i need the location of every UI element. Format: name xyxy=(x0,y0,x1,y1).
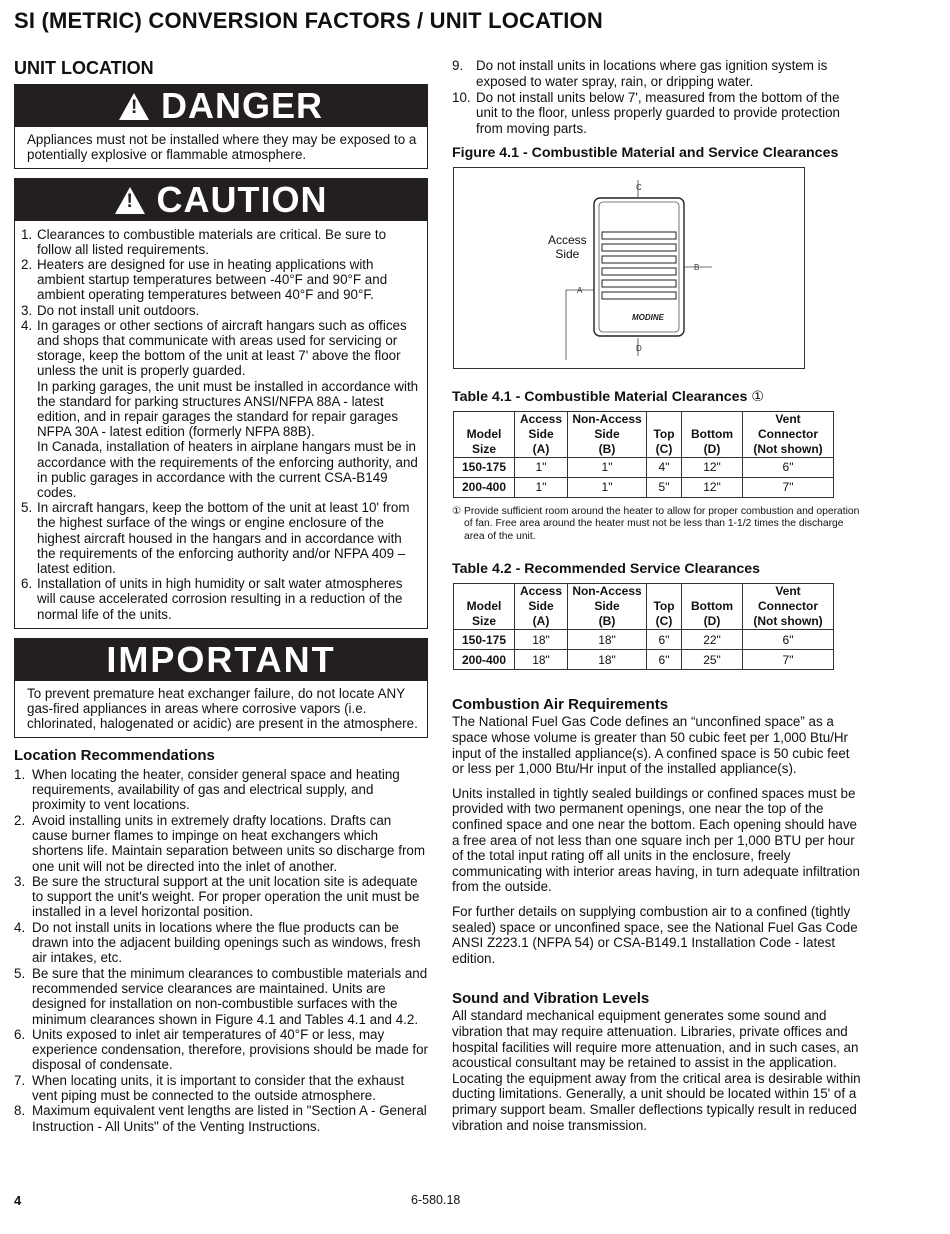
figure-title: Figure 4.1 - Combustible Material and Service Clearances xyxy=(452,144,839,161)
item-text: When locating units, it is important to consider that the exhaust vent piping must be connected to the outside atmosphere. xyxy=(32,1072,405,1103)
item-number: 3. xyxy=(14,873,26,889)
list-item xyxy=(14,920,428,966)
item-number: 5. xyxy=(21,500,33,516)
label-a: A xyxy=(577,285,583,295)
item-text: Avoid installing units in extremely drafty locations. Drafts can cause burner flames to impinge on heat exchangers which shortens life. Maintain separation between units so discharge from one unit will not be directed into the inlet of another. xyxy=(32,812,426,874)
column-header: Model Size xyxy=(454,584,515,630)
service-clearances-table xyxy=(453,583,834,670)
page-title: SI (METRIC) CONVERSION FACTORS / UNIT LOCATION xyxy=(14,8,603,33)
left-column xyxy=(14,58,428,1134)
combustion-paragraphs xyxy=(452,714,862,966)
unit-location-heading: UNIT LOCATION xyxy=(14,58,154,78)
list-item xyxy=(14,966,428,1027)
item-number: 1. xyxy=(14,766,26,782)
list-item xyxy=(14,1027,428,1073)
table1-heading xyxy=(452,389,862,405)
document-number: 6-580.18 xyxy=(411,1193,461,1207)
table-row xyxy=(454,650,834,670)
warning-triangle-icon: ! xyxy=(119,93,149,120)
sound-heading: Sound and Vibration Levels xyxy=(452,990,650,1008)
combustion-paragraph: The National Fuel Gas Code defines an “unconfined space” as a space whose volume is greater than 50 cubic feet per 1,000 Btu/Hr input of the installed appliance(s). A confined space is 50 cubic feet or less per 1,000 Btu/Hr input of the installed appliance(s). xyxy=(452,714,850,777)
list-item xyxy=(21,318,421,500)
label-c: C xyxy=(636,182,642,192)
column-header: Model Size xyxy=(454,411,515,457)
important-text: To prevent premature heat exchanger failure, do not locate ANY gas-fired appliances in areas where corrosive vapors (i.e. chlorinated, halogenated or acidic) are present in the atmosphere. xyxy=(27,685,418,732)
table-cell: 200-400 xyxy=(454,477,515,497)
column-header: Non-Access Side (B) xyxy=(568,584,647,630)
table2-title: Table 4.2 - Recommended Service Clearances xyxy=(452,561,761,578)
item-text: Units exposed to inlet air temperatures of 40°F or less, may experience condensation, therefore, provisions should be made for disposal of condensate. xyxy=(32,1026,429,1073)
list-item xyxy=(21,227,421,257)
combustion-paragraph: Units installed in tightly sealed buildings or confined spaces must be provided with two permanent openings, one near the top of the confined space and one near the bottom. Each opening should have a free area of not less than one square inch per 1,000 BTU per hour of the total input rating off all units in the enclosure, freely communicating with interior areas having, in turn adequate infiltration from the outside. xyxy=(452,785,860,895)
list-item xyxy=(21,257,421,303)
table1-footnote xyxy=(452,506,862,544)
warning-triangle-icon: ! xyxy=(115,187,145,214)
item-number: 10. xyxy=(452,89,471,105)
table-cell: 6" xyxy=(743,457,834,477)
table-cell: 1" xyxy=(568,457,647,477)
caution-banner xyxy=(15,179,427,221)
table-cell: 5" xyxy=(647,477,682,497)
item-number: 4. xyxy=(14,919,26,935)
danger-text: Appliances must not be installed where they may be exposed to a potentially explosive or flammable atmosphere. xyxy=(27,132,417,163)
location-recommendations-list xyxy=(14,767,428,1134)
important-box xyxy=(14,638,428,738)
item-text: Do not install unit outdoors. xyxy=(37,302,200,318)
table-cell: 12" xyxy=(682,477,743,497)
table-row xyxy=(454,477,834,497)
access-side-label: Access Side xyxy=(548,232,587,261)
list-item xyxy=(14,1103,428,1134)
danger-label: DANGER xyxy=(160,85,323,126)
table-cell: 18" xyxy=(515,630,568,650)
table-cell: 200-400 xyxy=(454,650,515,670)
item-text: In garages or other sections of aircraft hangars such as offices and shops that communicate with areas used for servicing or storage, keep the bottom of the unit at least 7' above the floor unless the unit is properly guarded. xyxy=(37,317,407,379)
heater-diagram xyxy=(454,168,804,368)
table-cell: 7" xyxy=(743,477,834,497)
continued-list xyxy=(452,58,862,137)
item-text: Heaters are designed for use in heating applications with ambient startup temperatures between -40°F and 90°F and ambient operating temperatures between 40°F and 90°F. xyxy=(37,257,388,303)
table-header-row xyxy=(454,584,834,630)
list-item xyxy=(14,874,428,920)
table-row xyxy=(454,630,834,650)
column-header: Vent Connector (Not shown) xyxy=(743,584,834,630)
combustible-clearances-table xyxy=(453,411,834,498)
brand-logo-text: MODINE xyxy=(632,312,664,322)
table-cell: 18" xyxy=(568,630,647,650)
label-d: D xyxy=(636,343,642,353)
list-item xyxy=(14,1073,428,1104)
item-number: 2. xyxy=(14,812,26,828)
label-b: B xyxy=(694,262,700,272)
sound-paragraph: All standard mechanical equipment generates some sound and vibration that may require attenuation. Libraries, private offices and hospital facilities will require more attenuation, and in such cases, an acoustical consultant may be retained to assist in the application. Locating the equipment away from the critical area is desirable within ducting limitations. Generally, a unit should be located within 15' of a primary support beam. Smaller deflections typically result in reduced vibration and noise transmission. xyxy=(452,1008,861,1133)
page-number: 4 xyxy=(14,1193,22,1208)
table1-title: Table 4.1 - Combustible Material Clearances xyxy=(452,388,748,405)
table-cell: 22" xyxy=(682,630,743,650)
table-cell: 150-175 xyxy=(454,457,515,477)
item-number: 2. xyxy=(21,257,33,272)
list-item xyxy=(21,576,421,622)
column-header: Bottom (D) xyxy=(682,584,743,630)
table-cell: 18" xyxy=(568,650,647,670)
footnote-text: Provide sufficient room around the heater to allow for proper combustion and operation of fan. Free area around the heater must not be less than 1-1/2 times the discharge area of the unit. xyxy=(464,505,860,542)
table-cell: 18" xyxy=(515,650,568,670)
item-number: 8. xyxy=(14,1103,26,1119)
list-item xyxy=(21,303,421,318)
location-recommendations-heading: Location Recommendations xyxy=(14,746,215,764)
item-text: Be sure that the minimum clearances to combustible materials and recommended service clearances are maintained. Units are designed for installation on non-combustible surfaces with the minimum clearances shown in Figure 4.1 and Tables 4.1 and 4.2. xyxy=(32,965,428,1027)
item-number: 7. xyxy=(14,1072,26,1088)
table-cell: 7" xyxy=(743,650,834,670)
list-item xyxy=(452,58,862,90)
column-header: Access Side (A) xyxy=(515,411,568,457)
combustion-paragraph: For further details on supplying combustion air to a confined (tightly sealed) space or unconfined space, see the National Fuel Gas Code ANSI Z223.1 (NFPA 54) or CSA-B149.1 Installation Code - latest edition. xyxy=(452,904,858,966)
item-extra-text: In Canada, installation of heaters in airplane hangars must be in accordance with the requirements of the enforcing authority, and in public garages in accordance with the current CSA-B149 codes. xyxy=(37,439,418,501)
danger-banner xyxy=(15,85,427,127)
table-cell: 150-175 xyxy=(454,630,515,650)
column-header: Vent Connector (Not shown) xyxy=(743,411,834,457)
table-cell: 12" xyxy=(682,457,743,477)
item-number: 3. xyxy=(21,302,33,318)
table1-note-marker: ① xyxy=(751,388,765,405)
item-text: Do not install units in locations where gas ignition system is exposed to water spray, rain, or dripping water. xyxy=(476,58,828,89)
important-banner: IMPORTANT xyxy=(15,639,427,681)
table-row xyxy=(454,457,834,477)
item-text: Clearances to combustible materials are critical. Be sure to follow all listed requirements. xyxy=(37,226,387,257)
column-header: Top (C) xyxy=(647,584,682,630)
item-number: 6. xyxy=(14,1026,26,1042)
table-header-row xyxy=(454,411,834,457)
list-item xyxy=(452,90,862,137)
item-text: Do not install units below 7', measured from the bottom of the unit to the floor, unless properly guarded to provide protection from moving parts. xyxy=(476,89,841,137)
column-header: Top (C) xyxy=(647,411,682,457)
item-text: Be sure the structural support at the unit location site is adequate to support the unit's weight. For proper operation the unit must be installed in a level horizontal position. xyxy=(32,873,420,920)
right-column xyxy=(452,58,862,1142)
item-number: 6. xyxy=(21,576,33,592)
item-text: Installation of units in high humidity or salt water atmospheres will cause accelerated corrosion resulting in a reduction of the normal life of the units. xyxy=(37,576,403,622)
table-cell: 1" xyxy=(515,457,568,477)
table-cell: 1" xyxy=(568,477,647,497)
clearance-figure xyxy=(453,167,805,369)
caution-list xyxy=(15,221,427,628)
caution-label: CAUTION xyxy=(156,178,328,220)
combustion-heading: Combustion Air Requirements xyxy=(452,696,669,714)
item-number: 1. xyxy=(21,226,33,242)
table-cell: 6" xyxy=(647,650,682,670)
item-number: 5. xyxy=(14,965,26,981)
footnote-marker: ① xyxy=(452,505,462,517)
table-cell: 25" xyxy=(682,650,743,670)
item-text: Do not install units in locations where the flue products can be drawn into the adjacent building openings such as windows, fresh air intakes, etc. xyxy=(32,919,421,966)
column-header: Non-Access Side (B) xyxy=(568,411,647,457)
caution-box xyxy=(14,178,428,629)
item-number: 9. xyxy=(452,58,464,73)
item-text: When locating the heater, consider general space and heating requirements, availability of gas and electrical supply, and proximity to vent locations. xyxy=(32,766,400,813)
table-cell: 6" xyxy=(743,630,834,650)
column-header: Access Side (A) xyxy=(515,584,568,630)
item-text: Maximum equivalent vent lengths are listed in "Section A - General Instruction - All Units" of the Venting Instructions. xyxy=(32,1103,427,1134)
item-number: 4. xyxy=(21,317,33,333)
column-header: Bottom (D) xyxy=(682,411,743,457)
table-cell: 4" xyxy=(647,457,682,477)
table-cell: 1" xyxy=(515,477,568,497)
list-item xyxy=(21,500,421,576)
table-cell: 6" xyxy=(647,630,682,650)
item-extra-text: In parking garages, the unit must be installed in accordance with the standard for parking structures ANSI/NFPA 88A - latest edition, and in repair garages the standard for repair garages NFPA 30A - latest edition (formerly NFPA 88B). xyxy=(37,378,419,440)
list-item xyxy=(14,767,428,813)
danger-box xyxy=(14,84,428,169)
item-text: In aircraft hangars, keep the bottom of the unit at least 10' from the highest surface of the wings or engine enclosure of the highest aircraft housed in the hangars and in accordance with the requirements of the enforcing authority and/or NFPA 409 – latest edition. xyxy=(37,500,410,577)
list-item xyxy=(14,813,428,874)
